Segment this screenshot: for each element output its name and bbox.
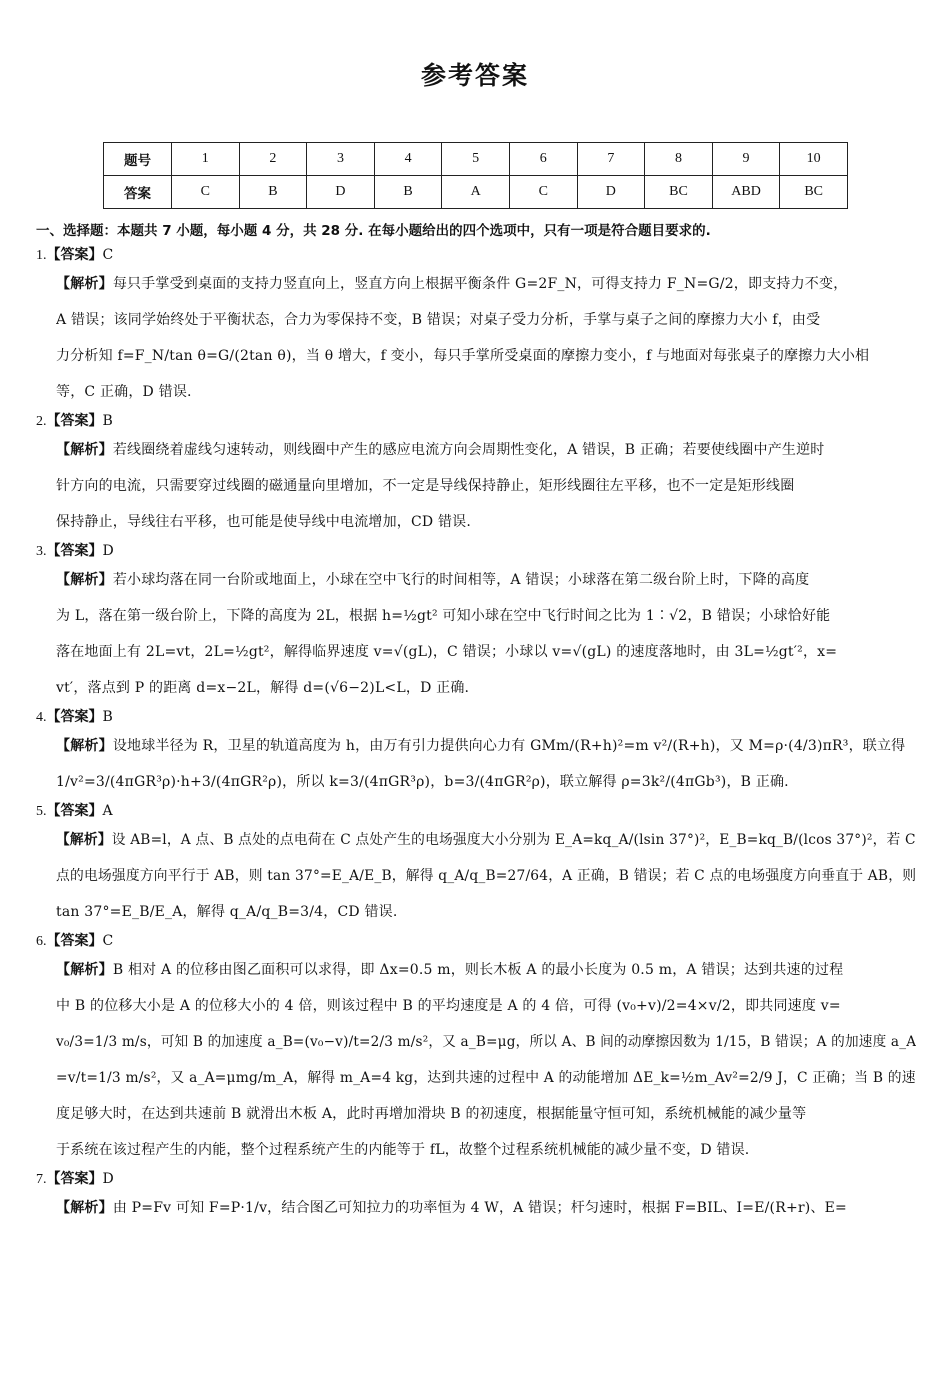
answer-cell: B: [239, 176, 307, 209]
question-number: 6: [509, 143, 577, 176]
analysis-block: [36, 266, 916, 410]
analysis-line: [56, 562, 916, 598]
analysis-block: [36, 562, 916, 706]
answer-cell: C: [172, 176, 240, 209]
analysis-line: [56, 1132, 916, 1168]
analysis-tag: 【解析】: [56, 442, 113, 458]
analysis-text: 等，C 正确，D 错误.: [56, 384, 192, 400]
analysis-tag: 【解析】: [56, 962, 113, 978]
question-number-label: 6.: [36, 934, 47, 949]
answer-value: A: [102, 803, 113, 819]
question-number: 2: [239, 143, 307, 176]
answer-value: B: [102, 413, 113, 429]
analysis-line: [56, 858, 916, 894]
answer-tag: 【答案】: [46, 543, 103, 559]
solution-item: [36, 540, 916, 706]
analysis-line: [56, 338, 916, 374]
question-number: 10: [780, 143, 848, 176]
row-label-answer: 答案: [104, 176, 172, 209]
analysis-tag: 【解析】: [56, 738, 113, 754]
answer-cell: D: [307, 176, 375, 209]
analysis-line: [56, 1190, 916, 1226]
analysis-line: [56, 598, 916, 634]
solutions-list: [36, 244, 916, 1226]
answer-cell: ABD: [712, 176, 780, 209]
answer-line: [36, 706, 916, 728]
analysis-tag: 【解析】: [56, 832, 112, 848]
analysis-text: vt′，落点到 P 的距离 d=x−2L，解得 d=(√6−2)L<L，D 正确.: [56, 680, 470, 696]
analysis-block: [36, 822, 916, 930]
answer-line: [36, 540, 916, 562]
question-number: 7: [577, 143, 645, 176]
solution-item: [36, 244, 916, 410]
question-number: 8: [645, 143, 713, 176]
row-label-number: 题号: [104, 143, 172, 176]
analysis-text: 点的电场强度方向平行于 AB，则 tan 37°=E_A/E_B，解得 q_A/q_B=27/64，A 正确，B 错误；若 C 点的电场强度方向垂直于 AB，则: [56, 868, 916, 884]
analysis-text: 为 L，落在第一级台阶上，下降的高度为 2L，根据 h=½gt² 可知小球在空中飞行时间之比为 1∶√2，B 错误；小球恰好能: [56, 608, 831, 624]
analysis-line: [56, 822, 916, 858]
solution-item: [36, 1168, 916, 1226]
analysis-line: [56, 504, 916, 540]
answer-tag: 【答案】: [46, 709, 103, 725]
analysis-line: [56, 988, 916, 1024]
analysis-text: 设 AB=l，A 点、B 点处的点电荷在 C 点处产生的电场强度大小分别为 E_A=kq_A/(lsin 37°)²，E_B=kq_B/(lcos 37°)²，若 C: [111, 832, 916, 848]
analysis-line: [56, 894, 916, 930]
analysis-tag: 【解析】: [56, 276, 113, 292]
answer-cell: C: [509, 176, 577, 209]
answer-tag: 【答案】: [46, 933, 103, 949]
answer-tag: 【答案】: [46, 413, 103, 429]
answer-line: [36, 1168, 916, 1190]
analysis-text: 中 B 的位移大小是 A 的位移大小的 4 倍，则该过程中 B 的平均速度是 A 的 4 倍，可得 (v₀+v)/2=4×v/2，即共同速度 v=: [56, 998, 841, 1014]
analysis-text: 若线圈绕着虚线匀速转动，则线圈中产生的感应电流方向会周期性变化，A 错误，B 正确；若要使线圈中产生逆时: [112, 442, 825, 458]
analysis-text: 度足够大时，在达到共速前 B 就滑出木板 A，此时再增加滑块 B 的初速度，根据能量守恒可知，系统机械能的减少量等: [56, 1106, 807, 1122]
analysis-text: 由 P=Fv 可知 F=P·1/v，结合图乙可知拉力的功率恒为 4 W，A 错误；杆匀速时，根据 F=BIL、I=E/(R+r)、E=: [112, 1200, 847, 1216]
analysis-line: [56, 302, 916, 338]
analysis-line: [56, 634, 916, 670]
solution-item: [36, 706, 916, 800]
answer-value: C: [102, 247, 114, 263]
question-number-label: 2.: [36, 414, 47, 429]
analysis-text: 每只手掌受到桌面的支持力竖直向上，竖直方向上根据平衡条件 G=2F_N，可得支持力 F_N=G/2，即支持力不变，: [112, 276, 848, 292]
answer-cell: B: [374, 176, 442, 209]
analysis-text: 设地球半径为 R，卫星的轨道高度为 h，由万有引力提供向心力有 GMm/(R+h)²=m v²/(R+h)，又 M=ρ·(4/3)πR³，联立得: [112, 738, 906, 754]
answer-table-number-row: [104, 143, 848, 176]
analysis-tag: 【解析】: [56, 1200, 113, 1216]
question-number: 3: [307, 143, 375, 176]
analysis-line: [56, 764, 916, 800]
answer-value: C: [102, 933, 114, 949]
answer-cell: A: [442, 176, 510, 209]
question-number-label: 7.: [36, 1172, 47, 1187]
analysis-line: [56, 266, 916, 302]
question-number-label: 5.: [36, 804, 47, 819]
answer-cell: BC: [645, 176, 713, 209]
analysis-text: 保持静止，导线往右平移，也可能是使导线中电流增加，CD 错误.: [56, 514, 472, 530]
analysis-line: [56, 728, 916, 764]
solution-item: [36, 930, 916, 1168]
analysis-text: 若小球均落在同一台阶或地面上，小球在空中飞行的时间相等，A 错误；小球落在第二级台阶上时，下降的高度: [112, 572, 810, 588]
answer-line: [36, 244, 916, 266]
answer-value: D: [102, 543, 114, 559]
section-heading: 一、选择题：本题共 7 小题，每小题 4 分，共 28 分. 在每小题给出的四个选项中，只有一项是符合题目要求的.: [36, 223, 711, 239]
answer-tag: 【答案】: [46, 247, 103, 263]
answer-cell: BC: [780, 176, 848, 209]
analysis-block: [36, 1190, 916, 1226]
analysis-text: =v/t=1/3 m/s²，又 a_A=μmg/m_A，解得 m_A=4 kg，达到共速的过程中 A 的动能增加 ΔE_k=½m_Av²=2/9 J，C 正确；当 B 的速: [56, 1070, 916, 1086]
analysis-tag: 【解析】: [56, 572, 113, 588]
solution-item: [36, 800, 916, 930]
analysis-block: [36, 432, 916, 540]
question-number-label: 3.: [36, 544, 47, 559]
question-number-label: 1.: [36, 248, 47, 263]
analysis-line: [56, 468, 916, 504]
analysis-line: [56, 1096, 916, 1132]
question-number: 9: [712, 143, 780, 176]
analysis-line: [56, 670, 916, 706]
answer-table: [103, 142, 848, 209]
question-number: 5: [442, 143, 510, 176]
analysis-text: 针方向的电流，只需要穿过线圈的磁通量向里增加，不一定是导线保持静止，矩形线圈往左平移，也不一定是矩形线圈: [56, 478, 795, 494]
answer-value: D: [102, 1171, 114, 1187]
analysis-line: [56, 952, 916, 988]
answer-table-answer-row: [104, 176, 848, 209]
analysis-line: [56, 1060, 916, 1096]
analysis-text: v₀/3=1/3 m/s，可知 B 的加速度 a_B=(v₀−v)/t=2/3 m/s²，又 a_B=μg，所以 A、B 间的动摩擦因数为 1/15，B 错误；A 的加速度 a_A: [56, 1034, 916, 1050]
analysis-line: [56, 1024, 916, 1060]
answer-line: [36, 410, 916, 432]
answer-tag: 【答案】: [46, 803, 103, 819]
solution-item: [36, 410, 916, 540]
analysis-text: 1/v²=3/(4πGR³ρ)·h+3/(4πGR²ρ)，所以 k=3/(4πGR³ρ)，b=3/(4πGR²ρ)，联立解得 ρ=3k²/(4πGb³)，B 正确.: [56, 774, 789, 790]
answer-line: [36, 930, 916, 952]
question-number-label: 4.: [36, 710, 47, 725]
question-number: 4: [374, 143, 442, 176]
analysis-text: 力分析知 f=F_N/tan θ=G/(2tan θ)，当 θ 增大，f 变小，每只手掌所受桌面的摩擦力变小，f 与地面对每张桌子的摩擦力大小相: [56, 348, 870, 364]
page-title: 参考答案: [420, 61, 529, 90]
answer-cell: D: [577, 176, 645, 209]
analysis-line: [56, 432, 916, 468]
analysis-text: tan 37°=E_B/E_A，解得 q_A/q_B=3/4，CD 错误.: [56, 904, 398, 920]
answer-line: [36, 800, 916, 822]
answer-value: B: [102, 709, 113, 725]
question-number: 1: [172, 143, 240, 176]
analysis-block: [36, 952, 916, 1168]
analysis-text: 落在地面上有 2L=vt，2L=½gt²，解得临界速度 v=√(gL)，C 错误；小球以 v=√(gL) 的速度落地时，由 3L=½gt′²，x=: [56, 644, 838, 660]
answer-tag: 【答案】: [46, 1171, 103, 1187]
analysis-text: 于系统在该过程产生的内能，整个过程系统产生的内能等于 fL，故整个过程系统机械能的减少量不变，D 错误.: [56, 1142, 750, 1158]
analysis-text: B 相对 A 的位移由图乙面积可以求得，即 Δx=0.5 m，则长木板 A 的最小长度为 0.5 m，A 错误；达到共速的过程: [112, 962, 844, 978]
analysis-text: A 错误；该同学始终处于平衡状态，合力为零保持不变，B 错误；对桌子受力分析，手掌与桌子之间的摩擦力大小 f，由受: [56, 312, 821, 328]
analysis-block: [36, 728, 916, 800]
analysis-line: [56, 374, 916, 410]
